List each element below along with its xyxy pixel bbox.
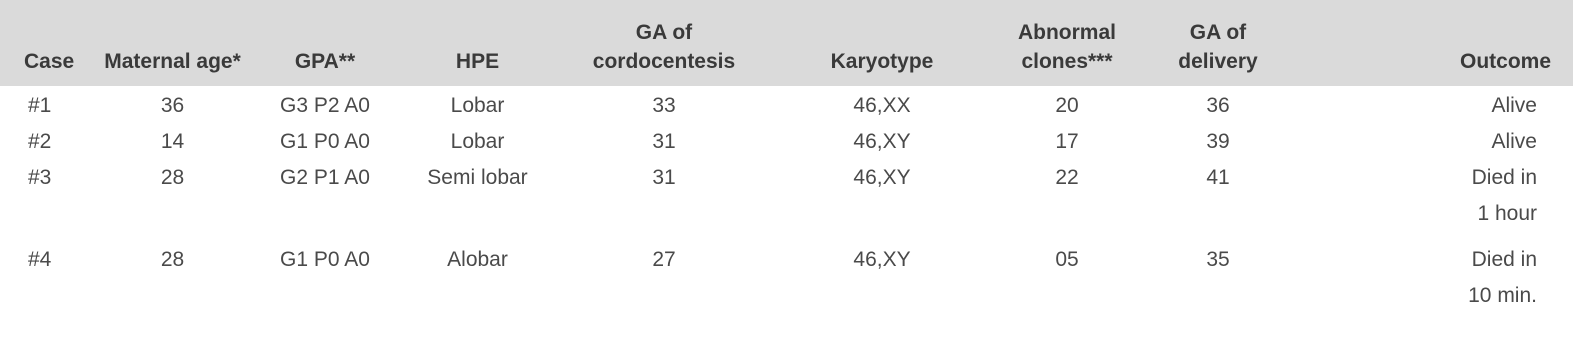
header-row	[0, 0, 1573, 86]
header-ga-cordocentesis-line2: cordocentesis	[592, 50, 736, 73]
cell-outcome-line1: Alive	[1491, 94, 1537, 117]
cell-karyotype: 46,XY	[853, 166, 911, 189]
cell-ga-cordocentesis: 31	[652, 130, 676, 153]
header-karyotype: Karyotype	[773, 0, 991, 86]
header-gpa: GPA**	[250, 0, 400, 86]
cell-maternal-age: 36	[160, 94, 185, 117]
cell-case: #4	[28, 248, 52, 271]
cell-case: #3	[28, 166, 52, 189]
cell-ga-cordocentesis: 27	[652, 248, 676, 271]
cell-abnormal-clones: 17	[1055, 130, 1079, 153]
cell-gpa: G3 P2 A0	[280, 94, 370, 117]
cell-karyotype: 46,XY	[853, 248, 911, 271]
cell-ga-delivery: 35	[1206, 248, 1230, 271]
cell-case: #1	[28, 94, 52, 117]
header-ga-delivery-line2: delivery	[1178, 50, 1258, 73]
cell-outcome	[1293, 160, 1573, 232]
cell-ga-cordocentesis: 31	[652, 166, 676, 189]
header-ga-delivery	[1143, 0, 1293, 86]
header-outcome: Outcome	[1293, 0, 1573, 86]
header-ga-cordocentesis-line1: GA of	[635, 21, 693, 44]
cell-maternal-age: 28	[160, 248, 185, 271]
cell-hpe: Lobar	[450, 94, 505, 117]
cell-abnormal-clones: 20	[1055, 94, 1079, 117]
cell-abnormal-clones: 05	[1055, 248, 1079, 271]
header-maternal-age: Maternal age*	[95, 0, 250, 86]
cell-ga-delivery: 36	[1206, 94, 1230, 117]
cell-abnormal-clones: 22	[1055, 166, 1079, 189]
cell-karyotype: 46,XY	[853, 130, 911, 153]
cell-outcome-line2: 10 min.	[1468, 284, 1537, 307]
table-row	[0, 86, 1573, 124]
table-header	[0, 0, 1573, 86]
header-ga-cordocentesis	[555, 0, 773, 86]
header-abnormal-clones	[991, 0, 1143, 86]
header-abnormal-clones-line2: clones***	[1021, 50, 1113, 73]
cell-gpa: G1 P0 A0	[280, 130, 370, 153]
cell-outcome-line2: 1 hour	[1477, 202, 1537, 225]
header-case: Case	[0, 0, 95, 86]
header-hpe: HPE	[400, 0, 555, 86]
cell-maternal-age: 28	[160, 166, 185, 189]
cell-ga-cordocentesis: 33	[652, 94, 676, 117]
cell-outcome	[1293, 232, 1573, 314]
cell-ga-delivery: 41	[1206, 166, 1230, 189]
cell-karyotype: 46,XX	[853, 94, 911, 117]
header-abnormal-clones-line1: Abnormal	[1017, 21, 1116, 44]
cell-gpa: G1 P0 A0	[280, 248, 370, 271]
cell-hpe: Alobar	[447, 248, 508, 271]
table-body	[0, 86, 1573, 314]
cell-outcome-line1: Alive	[1491, 130, 1537, 153]
cell-hpe: Semi lobar	[427, 166, 528, 189]
cell-gpa: G2 P1 A0	[280, 166, 370, 189]
table-row	[0, 232, 1573, 314]
cell-ga-delivery: 39	[1206, 130, 1230, 153]
cell-outcome-line1: Died in	[1471, 248, 1537, 271]
header-ga-delivery-line1: GA of	[1189, 21, 1247, 44]
cell-outcome	[1293, 124, 1573, 160]
cell-outcome-line1: Died in	[1471, 166, 1537, 189]
cell-case: #2	[28, 130, 52, 153]
cell-outcome	[1293, 86, 1573, 124]
cell-maternal-age: 14	[160, 130, 185, 153]
table-row	[0, 160, 1573, 232]
table-row	[0, 124, 1573, 160]
cell-hpe: Lobar	[450, 130, 505, 153]
